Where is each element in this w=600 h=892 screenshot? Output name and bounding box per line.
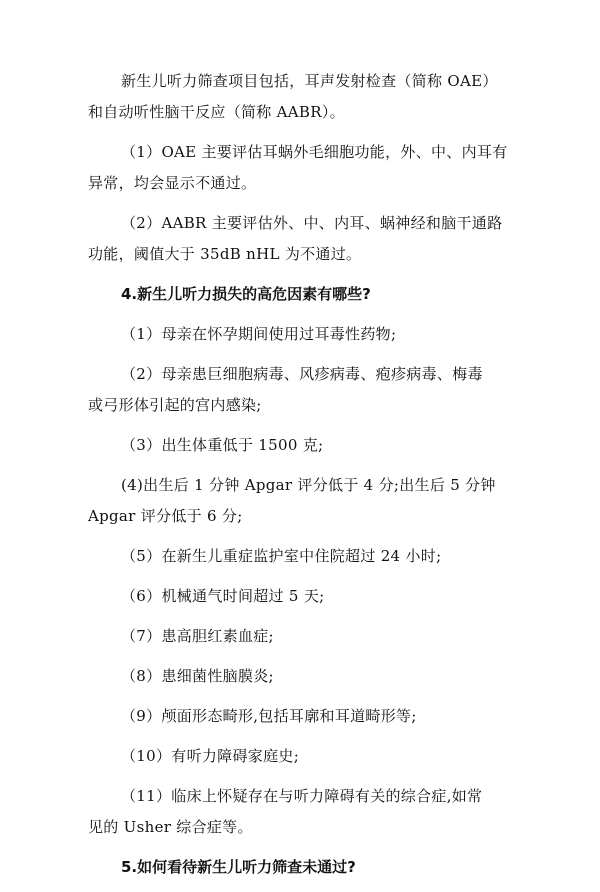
risk-item-line: （2）母亲患巨细胞病毒、风疹病毒、疱疹病毒、梅毒	[121, 365, 483, 383]
risk-item-line-cont: 见的 Usher 综合症等。	[88, 818, 253, 836]
risk-item-line-cont: Apgar 评分低于 6 分;	[88, 507, 243, 525]
intro-paragraph	[88, 66, 528, 128]
risk-item-line: （3）出生体重低于 1500 克;	[121, 436, 324, 454]
risk-item-line: （8）患细菌性脑膜炎;	[121, 667, 274, 685]
intro-line-1: 新生儿听力筛查项目包括，耳声发射检查（简称 OAE）	[121, 72, 498, 90]
risk-item-5	[88, 541, 528, 572]
oae-paragraph	[88, 137, 528, 199]
risk-item-line: （6）机械通气时间超过 5 天;	[121, 587, 325, 605]
risk-item-2	[88, 359, 528, 421]
risk-item-line: （9）颅面形态畸形,包括耳廓和耳道畸形等;	[121, 707, 417, 725]
intro-line-2: 和自动听性脑干反应（简称 AABR）。	[88, 103, 345, 121]
aabr-line-2: 功能，阈值大于 35dB nHL 为不通过。	[88, 245, 362, 263]
section-heading-5: 5.如何看待新生儿听力筛查未通过?	[121, 858, 356, 876]
risk-item-6	[88, 581, 528, 612]
aabr-line-1: （2）AABR 主要评估外、中、内耳、蜗神经和脑干通路	[121, 214, 503, 232]
section-heading-4: 4.新生儿听力损失的高危因素有哪些?	[121, 285, 371, 303]
oae-line-1: （1）OAE 主要评估耳蜗外毛细胞功能，外、中、内耳有	[121, 143, 508, 161]
oae-line-2: 异常，均会显示不通过。	[88, 174, 257, 192]
risk-item-line-cont: 或弓形体引起的宫内感染;	[88, 396, 262, 414]
risk-item-4	[88, 470, 528, 532]
risk-item-8	[88, 661, 528, 692]
risk-item-line: （10）有听力障碍家庭史;	[121, 747, 300, 765]
risk-item-11	[88, 781, 528, 843]
risk-item-line: （5）在新生儿重症监护室中住院超过 24 小时;	[121, 547, 442, 565]
document-page	[88, 66, 528, 892]
risk-item-7	[88, 621, 528, 652]
risk-item-line: （7）患高胆红素血症;	[121, 627, 274, 645]
risk-item-9	[88, 701, 528, 732]
risk-item-10	[88, 741, 528, 772]
risk-item-line: （11）临床上怀疑存在与听力障碍有关的综合症,如常	[121, 787, 483, 805]
risk-item-line: (4)出生后 1 分钟 Apgar 评分低于 4 分;出生后 5 分钟	[121, 476, 496, 494]
aabr-paragraph	[88, 208, 528, 270]
risk-item-3	[88, 430, 528, 461]
risk-item-line: （1）母亲在怀孕期间使用过耳毒性药物;	[121, 325, 397, 343]
risk-item-1	[88, 319, 528, 350]
